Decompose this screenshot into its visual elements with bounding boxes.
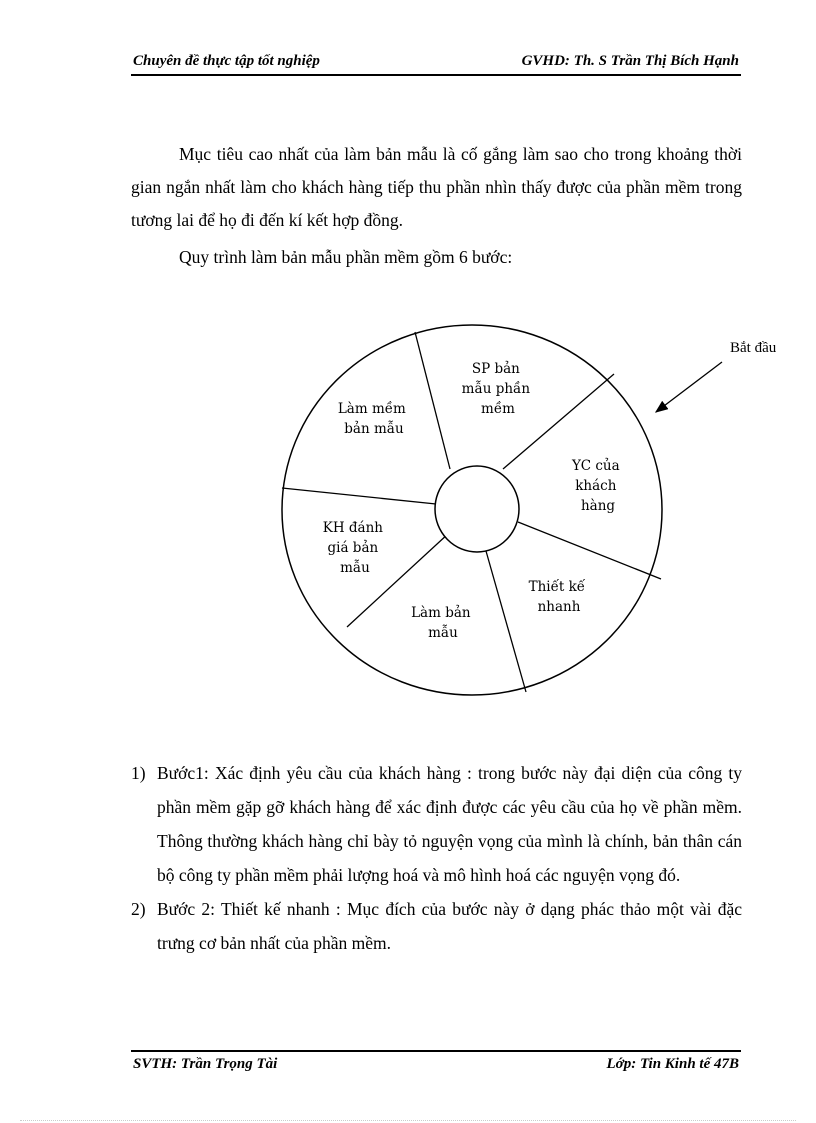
segment-label-sp-ban-mau: SP bản mẫu phần mềm xyxy=(461,361,531,417)
page-header xyxy=(131,52,741,76)
segment-label-thiet-ke-nhanh: Thiết kế nhanh xyxy=(528,579,586,615)
footer-left-text: SVTH: Trần Trọng Tài xyxy=(133,1056,278,1072)
start-label: Bắt đầu xyxy=(730,340,777,356)
start-arrow-line xyxy=(656,362,722,412)
header-left-text: Chuyên đề thực tập tốt nghiệp xyxy=(133,53,320,69)
page-footer xyxy=(131,1050,741,1078)
inner-circle xyxy=(435,466,519,552)
segment-label-kh-danh-gia: KH đánh giá bản mẫu xyxy=(322,520,383,576)
segment-label-lam-mem-ban-mau: Làm mềm bản mẫu xyxy=(337,401,406,437)
intro-paragraph: Mục tiêu cao nhất của làm bản mẫu là cố gắng làm sao cho trong khoảng thời gian ngắn nhất làm cho khách hàng tiếp thu phần nhìn thấy được của phần mềm trong tương lai để họ đi đến kí kết hợp đồng. xyxy=(131,144,742,230)
process-intro-paragraph: Quy trình làm bản mẫu phần mềm gồm 6 bước: xyxy=(179,247,513,267)
prototype-cycle-diagram xyxy=(270,318,690,710)
list-item-number: 2) xyxy=(131,899,146,919)
header-right-text: GVHD: Th. S Trần Thị Bích Hạnh xyxy=(521,53,739,69)
start-arrow-box xyxy=(650,358,730,418)
list-item xyxy=(131,756,742,892)
steps-list xyxy=(131,756,742,960)
list-item-text: Bước 2: Thiết kế nhanh : Mục đích của bước này ở dạng phác thảo một vài đặc trưng cơ bản nhất của phần mềm. xyxy=(157,899,742,953)
list-item-text: Bước1: Xác định yêu cầu của khách hàng : trong bước này đại diện của công ty phần mềm gặp gỡ khách hàng để xác định được các yêu cầu của họ về phần mềm. Thông thường khách hàng chỉ bày tỏ nguyện vọng của mình là chính, bản thân cán bộ công ty phần mềm phải lượng hoá và mô hình hoá các nguyện vọng đó. xyxy=(157,763,742,885)
segment-label-yc-khach-hang: YC của khách hàng xyxy=(572,458,620,514)
page-bottom-divider xyxy=(20,1120,796,1121)
list-item-number: 1) xyxy=(131,763,146,783)
list-item xyxy=(131,892,742,960)
segment-label-lam-ban-mau: Làm bản mẫu xyxy=(411,605,471,641)
footer-right-text: Lớp: Tin Kinh tế 47B xyxy=(606,1056,739,1072)
